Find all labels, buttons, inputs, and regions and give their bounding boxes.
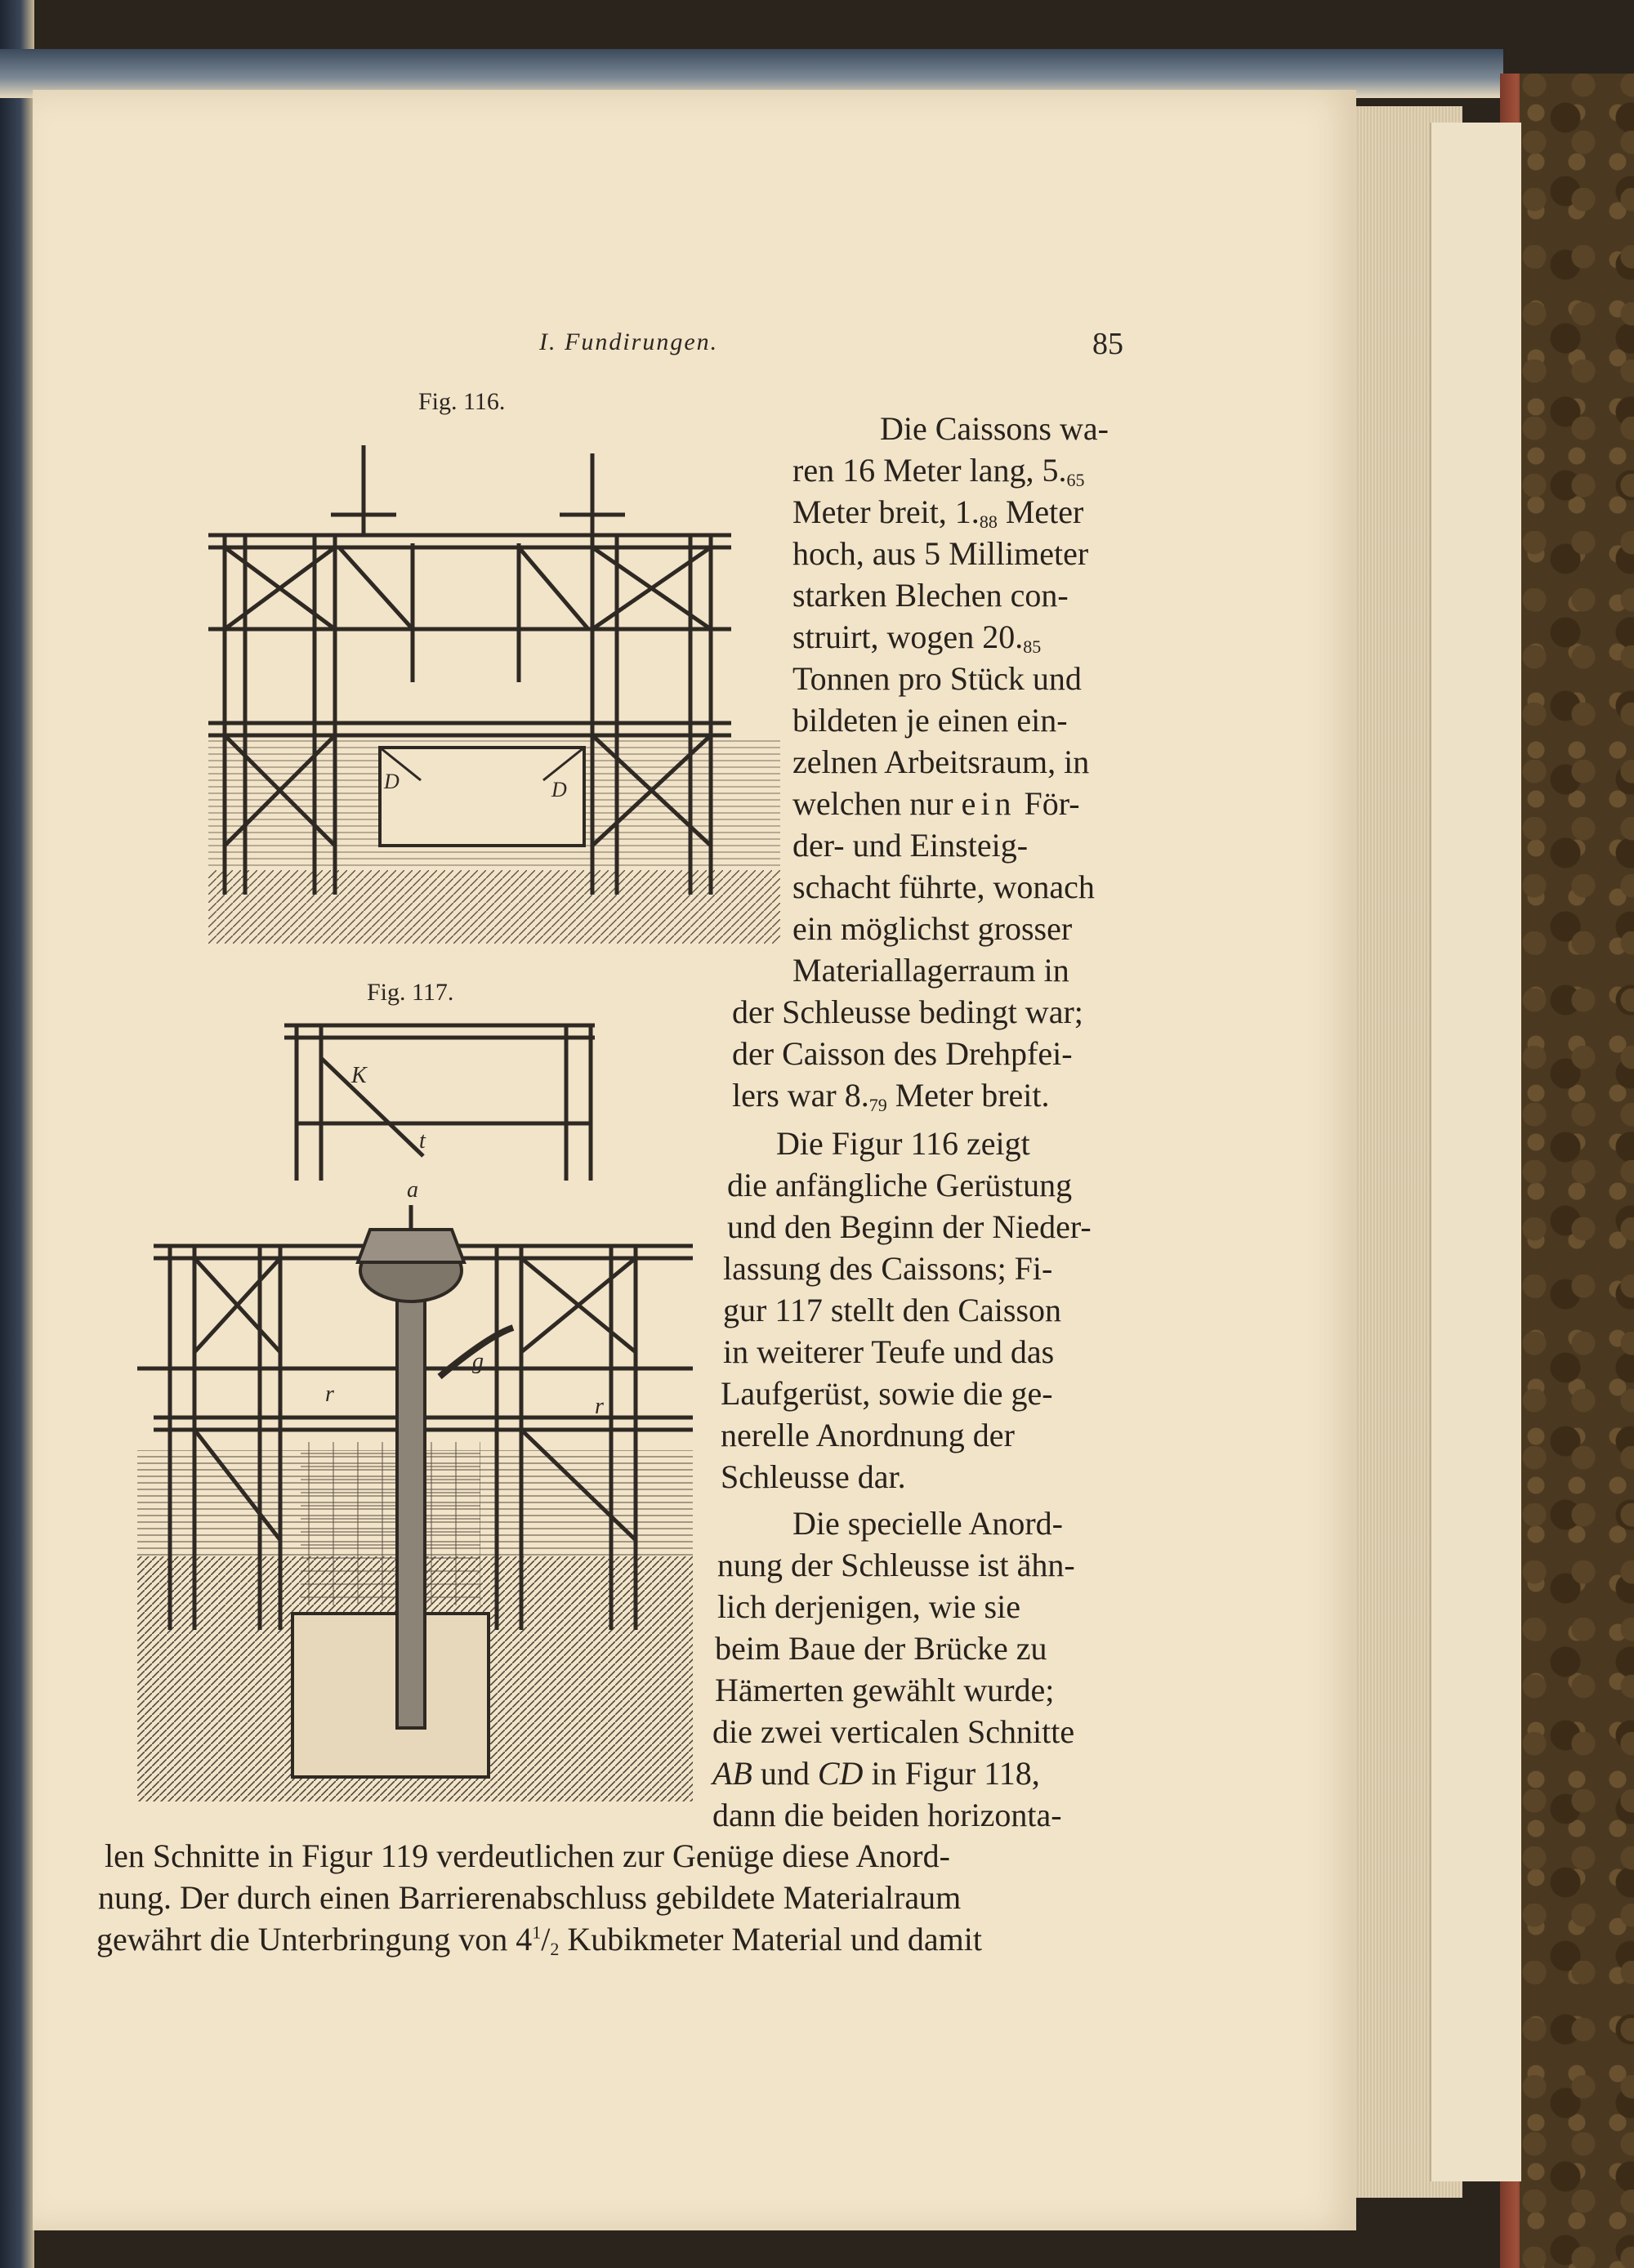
body-text-line: hoch, aus 5 Millimeter bbox=[792, 535, 1089, 572]
figure-117-caption: Fig. 117. bbox=[367, 979, 454, 1006]
body-text-line: schacht führte, wonach bbox=[792, 868, 1095, 905]
body-text-line: nung der Schleusse ist ähn- bbox=[717, 1547, 1075, 1583]
body-text-line: der Schleusse bedingt war; bbox=[732, 993, 1083, 1030]
page-number: 85 bbox=[1092, 327, 1123, 361]
body-text-line: Tonnen pro Stück und bbox=[792, 660, 1082, 697]
body-text-line: beim Baue der Brücke zu bbox=[715, 1630, 1047, 1667]
figure-117-label-r2: r bbox=[595, 1394, 604, 1419]
body-text-line: bildeten je einen ein- bbox=[792, 702, 1068, 739]
figure-116-label-d1: D bbox=[384, 770, 400, 793]
figure-116-caption: Fig. 116. bbox=[418, 388, 506, 415]
body-text-line: gur 117 stellt den Caisson bbox=[723, 1292, 1062, 1328]
body-text-line: Schleusse dar. bbox=[721, 1458, 906, 1495]
body-text-line: len Schnitte in Figur 119 verdeutlichen zur Genüge diese Anord- bbox=[105, 1837, 950, 1874]
body-text-line: lich derjenigen, wie sie bbox=[717, 1588, 1020, 1625]
figure-116-label-d2: D bbox=[551, 778, 567, 801]
body-text-line: Die Caissons wa- bbox=[880, 410, 1109, 447]
body-text-line: und den Beginn der Nieder- bbox=[727, 1208, 1092, 1245]
marbled-cover-board bbox=[1520, 74, 1634, 2268]
body-text-line: die anfängliche Gerüstung bbox=[727, 1167, 1073, 1203]
figure-117-illustration bbox=[137, 1009, 709, 1818]
figure-117-label-g: g bbox=[472, 1349, 484, 1374]
body-text-line: ein möglichst grosser bbox=[792, 910, 1073, 947]
body-text-line: welchen nur ein För- bbox=[792, 785, 1080, 822]
body-text-line: Die specielle Anord- bbox=[792, 1505, 1063, 1542]
body-text-line: nung. Der durch einen Barrierenabschluss gebildete Materialraum bbox=[98, 1879, 962, 1916]
body-text-line: der Caisson des Drehpfei- bbox=[732, 1035, 1073, 1072]
figure-117-label-t: t bbox=[419, 1128, 426, 1154]
running-header: I. Fundirungen. bbox=[539, 328, 719, 355]
body-text-line: Die Figur 116 zeigt bbox=[776, 1125, 1030, 1162]
body-text-line: ren 16 Meter lang, $5._{65}$ bbox=[792, 452, 1085, 490]
body-text-line: nerelle Anordnung der bbox=[721, 1417, 1015, 1453]
flyleaf bbox=[1430, 123, 1521, 2181]
body-text-line: Laufgerüst, sowie die ge- bbox=[721, 1375, 1053, 1412]
body-text-line: Materiallagerraum in bbox=[792, 952, 1069, 989]
body-text-line: gewährt die Unterbringung von $4^1/_2$ Kubikmeter Material und damit bbox=[96, 1921, 982, 1959]
body-text-line: struirt, wogen $20._{85}$ bbox=[792, 618, 1042, 657]
figure-117-label-r1: r bbox=[325, 1382, 334, 1407]
left-page-spine bbox=[0, 0, 34, 2268]
figure-117-label-a: a bbox=[407, 1177, 418, 1203]
body-text-line: in weiterer Teufe und das bbox=[723, 1333, 1055, 1370]
body-text-line: lassung des Caissons; Fi- bbox=[723, 1250, 1053, 1287]
figure-116-illustration bbox=[208, 437, 797, 944]
body-text-line: der- und Einsteig- bbox=[792, 827, 1029, 864]
body-text-line: starken Blechen con- bbox=[792, 577, 1069, 614]
body-text-line: die zwei verticalen Schnitte bbox=[712, 1713, 1075, 1750]
body-text-line: zelnen Arbeitsraum, in bbox=[792, 743, 1090, 780]
body-text-line: Meter breit, $1._{88}$ Meter bbox=[792, 493, 1084, 532]
body-text-line: lers war $8._{79}$ Meter breit. bbox=[732, 1077, 1050, 1115]
figure-117-label-k: K bbox=[351, 1063, 367, 1088]
body-text-line: AB und CD in Figur 118, bbox=[712, 1755, 1040, 1792]
body-text-line: dann die beiden horizonta- bbox=[712, 1797, 1062, 1833]
body-text-line: Hämerten gewählt wurde; bbox=[715, 1672, 1055, 1708]
